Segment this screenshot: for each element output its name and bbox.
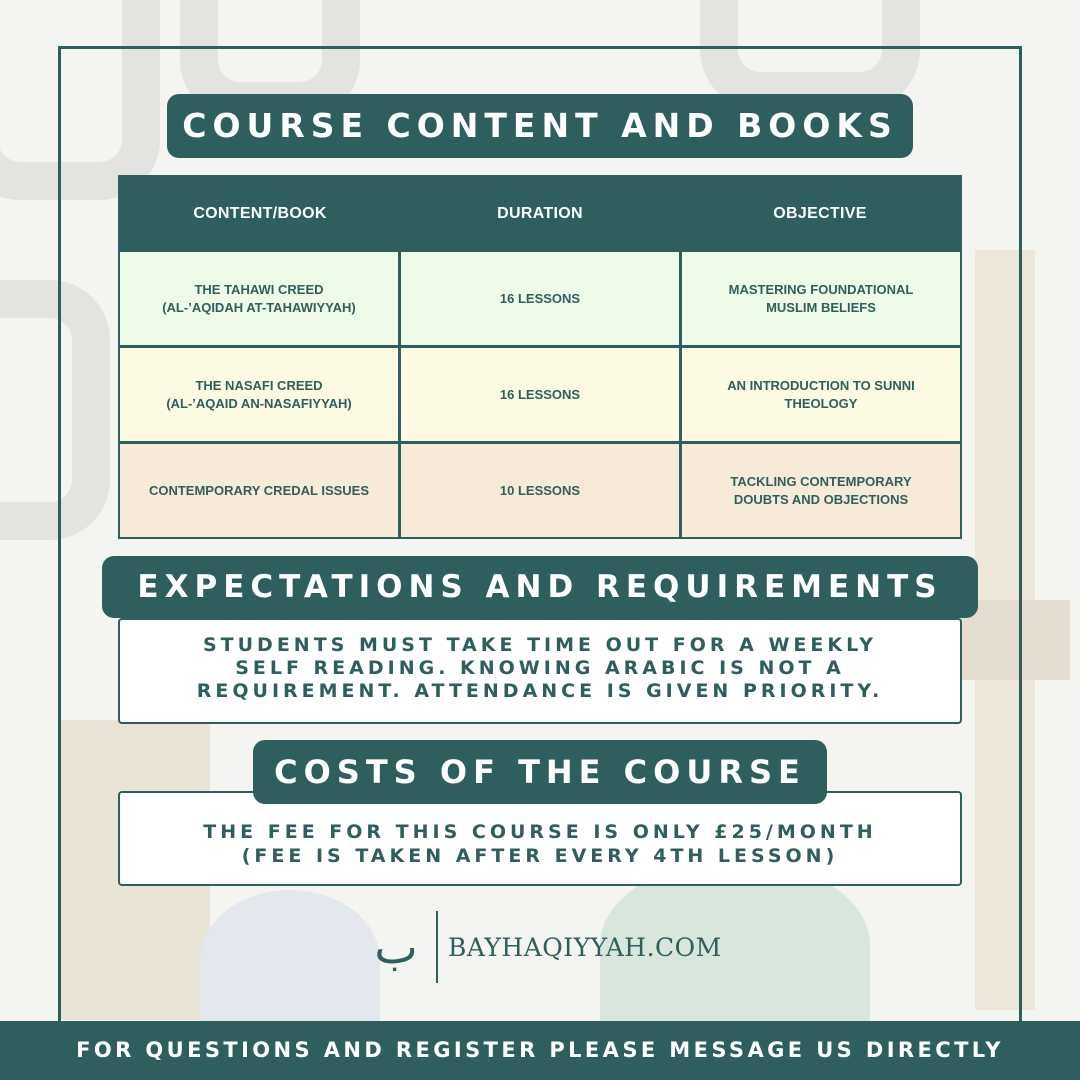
table-cell-objective: MASTERING FOUNDATIONAL MUSLIM BELIEFS <box>682 252 960 345</box>
website-link[interactable]: BAYHAQIYYAH.COM <box>448 932 722 962</box>
course-content-title: COURSE CONTENT AND BOOKS <box>167 94 913 158</box>
logo-glyph: ب <box>374 920 418 974</box>
table-cell-duration: 16 LESSONS <box>401 252 679 345</box>
costs-title: COSTS OF THE COURSE <box>253 740 827 804</box>
logo-divider <box>436 911 438 983</box>
table-row <box>120 444 960 537</box>
table-row <box>120 348 960 441</box>
table-cell-objective: AN INTRODUCTION TO SUNNI THEOLOGY <box>682 348 960 441</box>
header-content-book: CONTENT/BOOK <box>193 204 327 222</box>
header-duration: DURATION <box>497 204 583 222</box>
footer-banner <box>0 1021 1080 1080</box>
course-table <box>118 175 962 539</box>
table-cell-content: CONTEMPORARY CREDAL ISSUES <box>120 444 398 537</box>
table-row <box>120 252 960 345</box>
footer-text: FOR QUESTIONS AND REGISTER PLEASE MESSAGE US DIRECTLY <box>76 1038 1004 1062</box>
table-cell-content: THE NASAFI CREED (AL-’AQAID AN-NASAFIYYAH) <box>120 348 398 441</box>
costs-text: THE FEE FOR THIS COURSE IS ONLY £25/MONTH (FEE IS TAKEN AFTER EVERY 4TH LESSON) <box>118 791 962 886</box>
table-cell-duration: 16 LESSONS <box>401 348 679 441</box>
expectations-text: STUDENTS MUST TAKE TIME OUT FOR A WEEKLY SELF READING. KNOWING ARABIC IS NOT A REQUIREMENT. ATTENDANCE IS GIVEN PRIORITY. <box>118 618 962 724</box>
expectations-title: EXPECTATIONS AND REQUIREMENTS <box>102 556 978 618</box>
table-cell-objective: TACKLING CONTEMPORARY DOUBTS AND OBJECTIONS <box>682 444 960 537</box>
header-objective: OBJECTIVE <box>773 204 867 222</box>
logo <box>368 910 722 984</box>
table-cell-duration: 10 LESSONS <box>401 444 679 537</box>
table-cell-content: THE TAHAWI CREED (AL-’AQIDAH AT-TAHAWIYYAH) <box>120 252 398 345</box>
table-header <box>120 177 960 250</box>
